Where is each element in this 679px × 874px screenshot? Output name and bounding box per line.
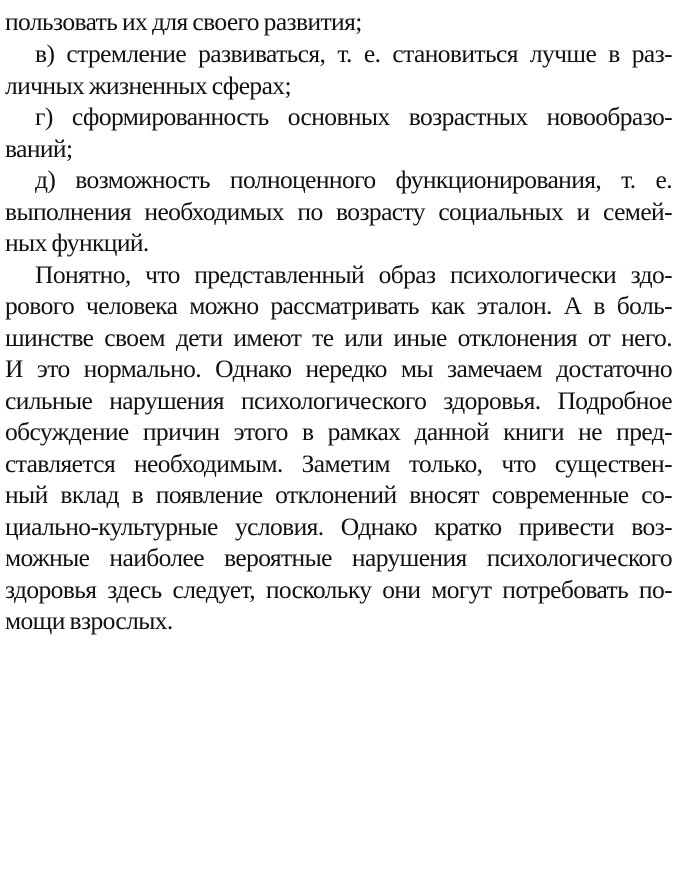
text-line: ный вклад в появление отклонений вносят современные со- [5, 480, 672, 509]
text-line: шинстве своем дети имеют те или иные отклонения от него. [5, 323, 672, 352]
text-line: ставляется необходимым. Заметим только, что существен- [5, 449, 672, 478]
text-line: выполнения необходимых по возрасту социальных и семей- [5, 197, 672, 226]
text-line: циально-культурные условия. Однако кратко привести воз- [5, 512, 672, 541]
text-line: здоровья здесь следует, поскольку они могут потребовать по- [5, 575, 672, 604]
list-item-d: д) возможность полноценного функционирования, т. е. [35, 165, 672, 194]
text-line: личных жизненных сферах; [5, 71, 291, 100]
text-line: И это нормально. Однако нередко мы замечаем достаточно [5, 354, 672, 383]
text-line: можные наиболее вероятные нарушения психологического [5, 543, 672, 572]
list-item-v: в) стремление развиваться, т. е. становиться лучше в раз- [35, 39, 672, 68]
text-line: ваний; [5, 134, 73, 163]
text-line: рового человека можно рассматривать как эталон. А в боль- [5, 291, 672, 320]
text-line: мощи взрослых. [5, 606, 173, 635]
paragraph-start: Понятно, что представленный образ психологически здо- [35, 260, 672, 289]
list-item-g: г) сформированность основных возрастных новообразо- [35, 102, 672, 131]
text-line: пользовать их для своего развития; [5, 7, 362, 36]
text-line: ных функций. [5, 228, 149, 257]
text-line: сильные нарушения психологического здоровья. Подробное [5, 386, 672, 415]
text-line: обсуждение причин этого в рамках данной книги не пред- [5, 417, 672, 446]
